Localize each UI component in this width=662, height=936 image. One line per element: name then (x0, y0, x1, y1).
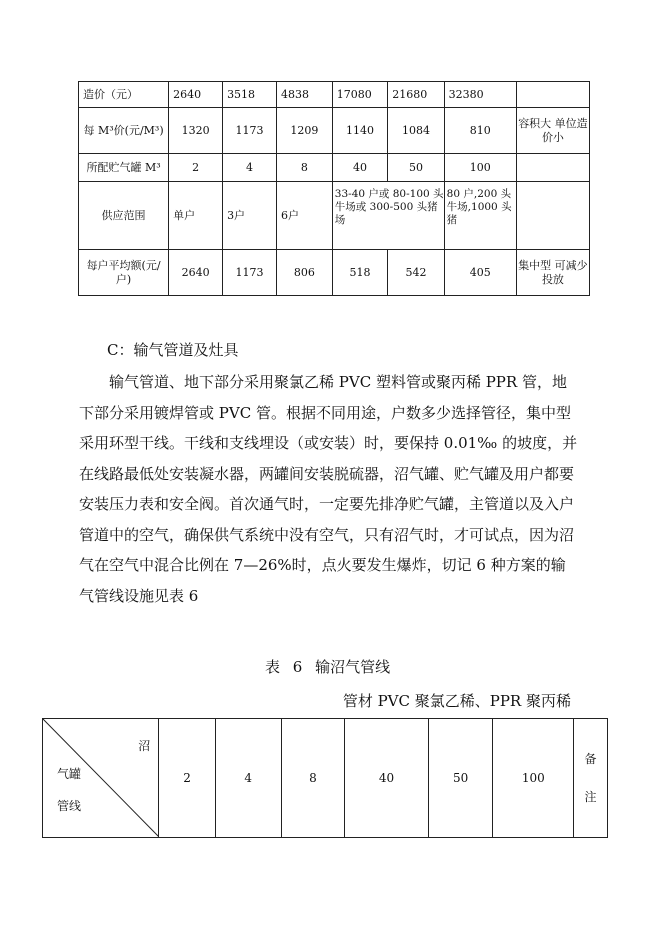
note-char: 备 (584, 752, 597, 766)
table-cell: 1209 (277, 108, 333, 154)
table-cell: 2640 (169, 82, 223, 108)
table-row (79, 154, 590, 182)
table-cell: 2640 (169, 250, 223, 296)
note-char: 注 (584, 790, 597, 804)
column-header: 40 (345, 719, 429, 838)
table-cell: 4 (223, 154, 277, 182)
diagonal-header-cell (43, 719, 159, 838)
table-cell: 集中型 可减少投放 (516, 250, 589, 296)
row-label: 造价（元） (79, 82, 169, 108)
table-cell: 1320 (169, 108, 223, 154)
table-cell: 40 (332, 154, 387, 182)
table-row (43, 719, 608, 838)
table-cell: 542 (388, 250, 444, 296)
table-cell: 518 (332, 250, 387, 296)
diag-bottom-label: 管线 (57, 799, 82, 813)
table-row (79, 82, 590, 108)
table-cell: 8 (277, 154, 333, 182)
pipeline-table (42, 718, 608, 838)
table-cell: 4838 (277, 82, 333, 108)
table-cell (516, 182, 589, 250)
column-header: 50 (428, 719, 493, 838)
table-row (79, 250, 590, 296)
table-cell: 810 (444, 108, 516, 154)
cost-table (78, 81, 590, 296)
table-cell: 单户 (169, 182, 223, 250)
row-label: 每户平均额(元/户) (79, 250, 169, 296)
note-column-header (574, 719, 608, 838)
table-cell: 50 (388, 154, 444, 182)
row-label: 所配贮气罐 M³ (79, 154, 169, 182)
body-paragraph (79, 367, 579, 611)
table-cell: 17080 (332, 82, 387, 108)
table-cell: 33-40 户或 80-100 头牛场或 300-500 头猪场 (332, 182, 444, 250)
column-header: 8 (281, 719, 345, 838)
table-cell: 1173 (223, 108, 277, 154)
table-cell: 1173 (223, 250, 277, 296)
table-cell: 2 (169, 154, 223, 182)
table-cell: 100 (444, 154, 516, 182)
table-cell: 32380 (444, 82, 516, 108)
diag-mid-label: 气罐 (57, 767, 82, 781)
row-label: 供应范围 (79, 182, 169, 250)
column-header: 4 (215, 719, 281, 838)
table-row (79, 182, 590, 250)
table-cell: 6户 (277, 182, 333, 250)
table-cell: 容积大 单位造价小 (516, 108, 589, 154)
table-cell: 3518 (223, 82, 277, 108)
table-cell: 1084 (388, 108, 444, 154)
table-cell: 21680 (388, 82, 444, 108)
section-heading: C：输气管道及灶具 (107, 341, 239, 359)
column-header: 100 (493, 719, 574, 838)
table-cell: 3户 (223, 182, 277, 250)
column-header: 2 (159, 719, 216, 838)
table-cell (516, 82, 589, 108)
table-cell: 806 (277, 250, 333, 296)
table-cell: 405 (444, 250, 516, 296)
table-cell: 80 户,200 头牛场,1000 头猪 (444, 182, 516, 250)
table-cell: 1140 (332, 108, 387, 154)
table-row (79, 108, 590, 154)
paragraph-text: 输气管道、地下部分采用聚氯乙稀 PVC 塑料管或聚丙稀 PPR 管，地下部分采用镀焊管或 PVC 管。根据不同用途，户数多少选择管径，集中型采用环型干线。干线和支线埋设（或安装）时，要保持 0.01‰ 的坡度，并在线路最低处安装凝水器，两罐间安装脱硫器，沼气罐、贮气罐及用户都要安装压力表和安全阀。首次通气时，一定要先排净贮气罐，主管道以及入户管道中的空气，确保供气系统中没有空气，只有沼气时，才可试点，因为沼气在空气中混合比例在 7—26%时，点火要发生爆炸，切记 6 种方案的输气管线设施见表 6 (79, 373, 578, 605)
row-label: 每 M³价(元/M³) (79, 108, 169, 154)
diag-top-label: 沼 (138, 739, 151, 753)
table-cell (516, 154, 589, 182)
material-note: 管材 PVC 聚氯乙稀、PPR 聚丙稀 (342, 692, 571, 710)
table-caption: 表 6 输沼气管线 (265, 658, 391, 676)
